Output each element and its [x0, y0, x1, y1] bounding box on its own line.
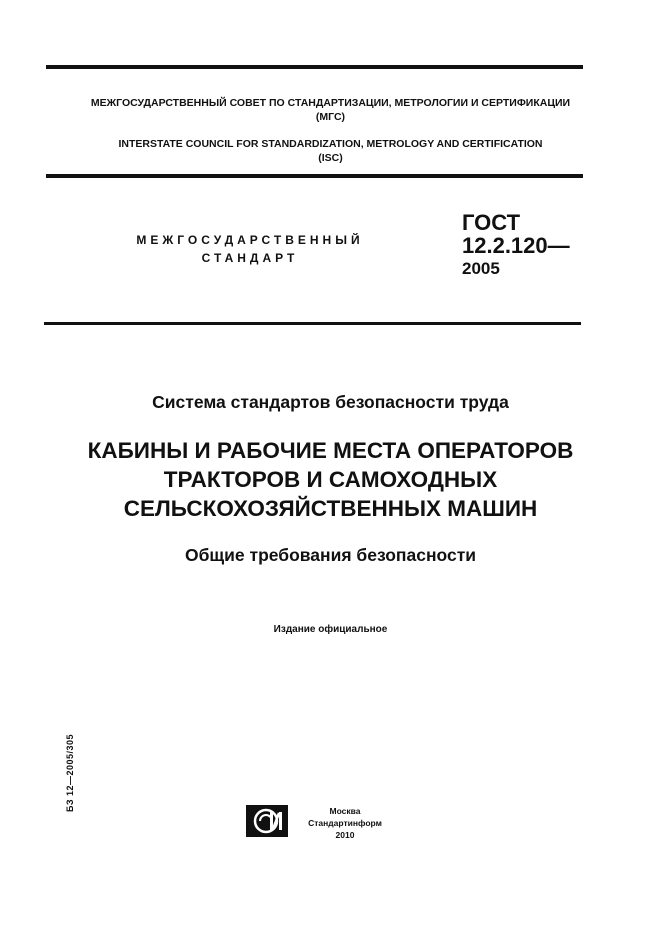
standard-kind-line1: МЕЖГОСУДАРСТВЕННЫЙ	[136, 233, 364, 247]
top-rule	[46, 65, 583, 69]
document-subtitle: Общие требования безопасности	[184, 545, 477, 565]
standartinform-logo	[246, 805, 288, 837]
series-title: Система стандартов безопасности труда	[152, 392, 509, 412]
document-title-line1: КАБИНЫ И РАБОЧИЕ МЕСТА ОПЕРАТОРОВ	[87, 438, 574, 463]
side-code: БЗ 12—2005/305	[65, 733, 75, 812]
designation-year: 2005	[462, 259, 500, 278]
publisher-name: Стандартинформ	[308, 818, 382, 828]
publisher-year: 2010	[335, 830, 355, 840]
standard-designation	[462, 212, 570, 280]
publisher-city: Москва	[329, 806, 361, 816]
council-en: INTERSTATE COUNCIL FOR STANDARDIZATION, METROLOGY AND CERTIFICATION	[118, 138, 543, 150]
standard-kind-line2: СТАНДАРТ	[201, 251, 299, 265]
edition-label: Издание официальное	[273, 624, 388, 635]
document-title-line3: СЕЛЬСКОХОЗЯЙСТВЕННЫХ МАШИН	[123, 496, 538, 521]
council-ru: МЕЖГОСУДАРСТВЕННЫЙ СОВЕТ ПО СТАНДАРТИЗАЦИИ, МЕТРОЛОГИИ И СЕРТИФИКАЦИИ	[90, 97, 571, 109]
designation-number: 12.2.120—	[462, 233, 570, 258]
council-en-abbr: (ISC)	[318, 152, 343, 164]
section-rule	[44, 322, 581, 325]
designation-prefix: ГОСТ	[462, 210, 521, 235]
document-title-line2: ТРАКТОРОВ И САМОХОДНЫХ	[163, 467, 498, 492]
header-rule	[46, 174, 583, 178]
publisher-block	[300, 805, 390, 841]
council-ru-abbr: (МГС)	[315, 111, 346, 123]
